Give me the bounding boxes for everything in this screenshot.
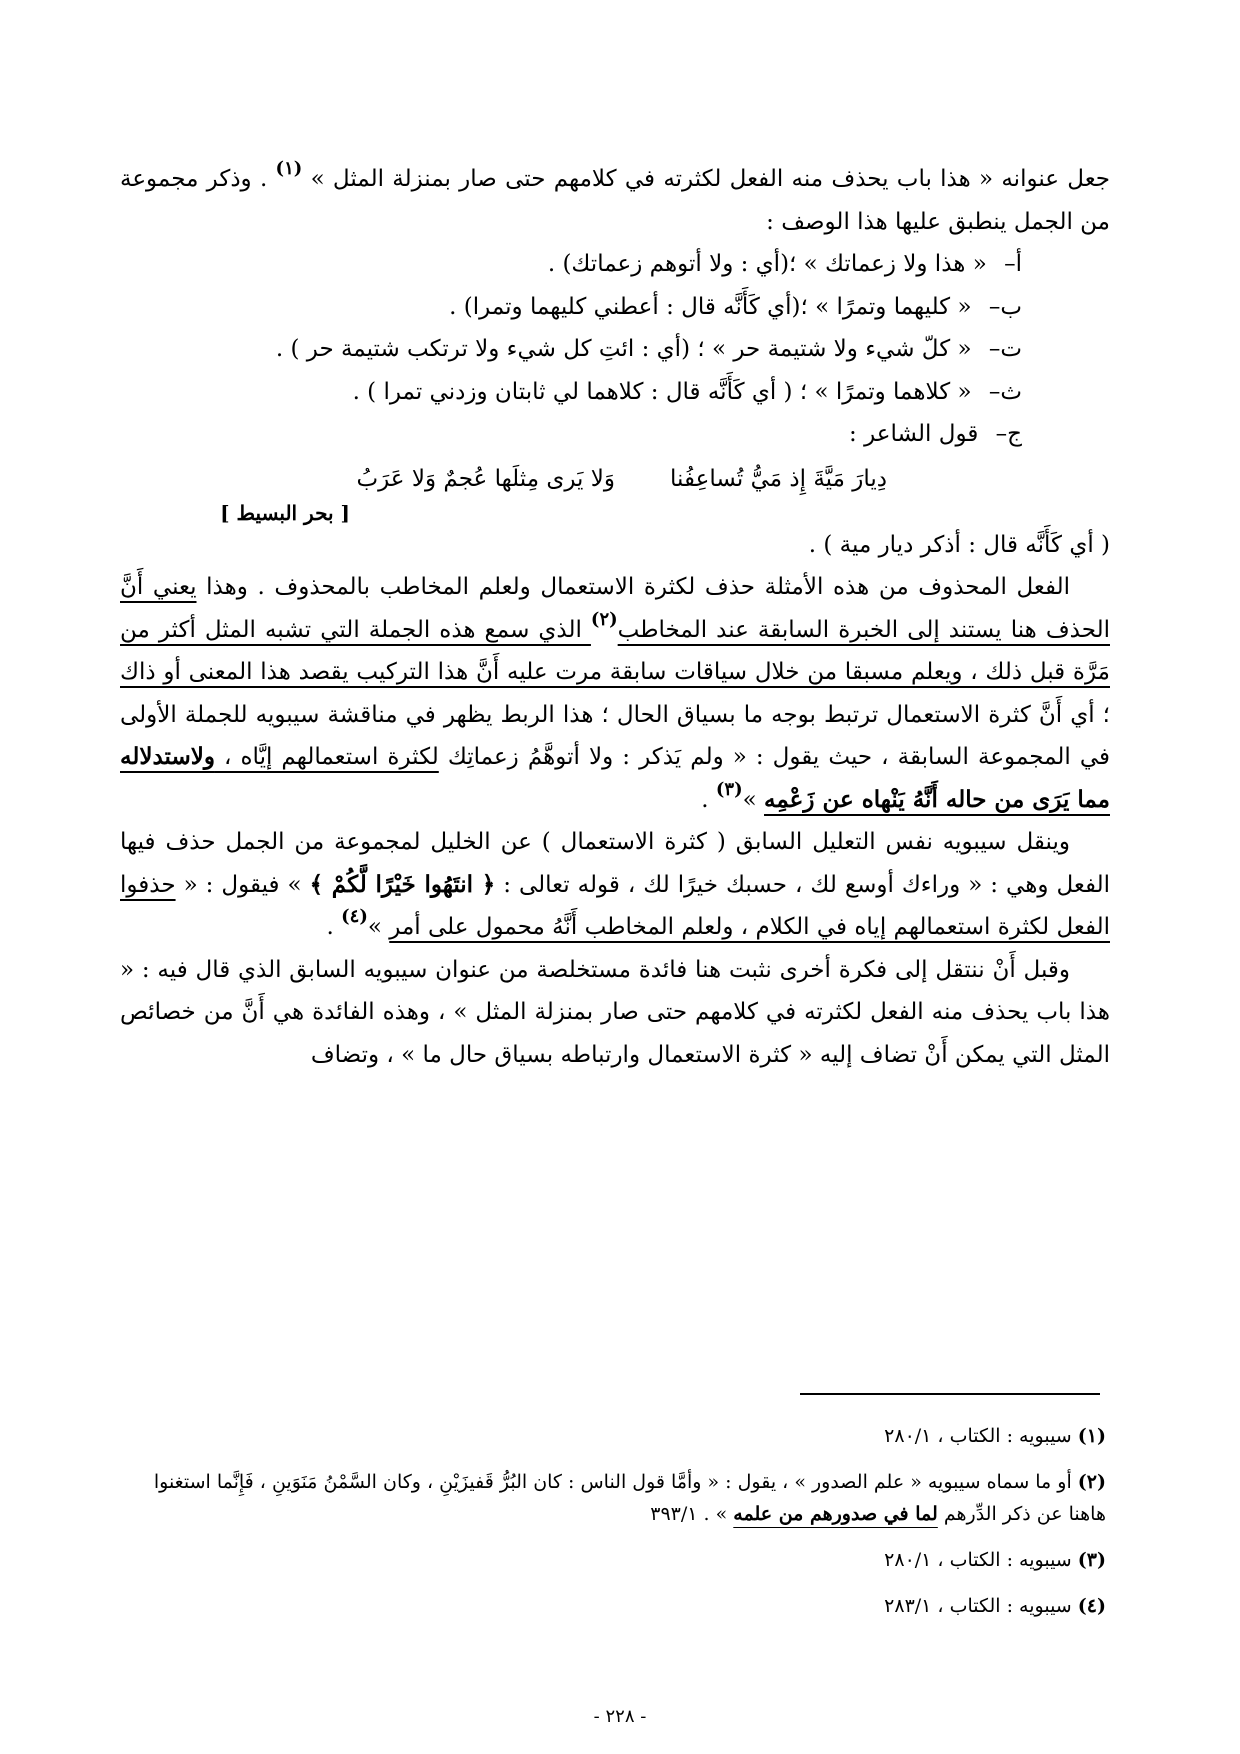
example-label: ث–: [988, 378, 1022, 405]
example-text: قول الشاعر :: [849, 421, 979, 447]
example-label: ب–: [988, 293, 1022, 320]
footnote-text: سيبويه : الكتاب ، ٢٨٠/١: [884, 1549, 1078, 1571]
footnote-ref-4[interactable]: (٤): [341, 906, 368, 927]
footnotes: [120, 1420, 1106, 1636]
intro-text: جعل عنوانه « هذا باب يحذف منه الفعل لكثرته في كلامهم حتى صار بمنزلة المثل »: [310, 166, 1111, 192]
example-label: ج–: [995, 421, 1022, 447]
footnote-ref-3[interactable]: (٣): [715, 778, 743, 800]
footnote-ref-1[interactable]: (١): [275, 158, 303, 179]
example-item: [120, 286, 1022, 329]
footnote-number: (٣): [1077, 1549, 1106, 1571]
footnote-item: [120, 1590, 1106, 1622]
example-text: « هذا ولا زعماتك » ؛(أي : ولا أتوهم زعماتك) .: [547, 251, 987, 277]
footnote-tail: » . ٣٩٣/١: [650, 1503, 734, 1525]
footnote-item: [120, 1544, 1106, 1576]
para2-text-b: » فيقول : «: [175, 871, 310, 898]
main-text: [120, 158, 1110, 1076]
footnote-ref-2[interactable]: (٢): [590, 608, 618, 630]
para2-underlined: حذفوا الفعل لكثرة استعمالهم إياه في الكلام ، ولعلم المخاطب أَنَّهُ محمول على أمر: [120, 871, 1110, 940]
example-text: « كلّ شيء ولا شتيمة حر » ؛ (أي : ائتِ كل شيء ولا ترتكب شتيمة حر ) .: [275, 336, 972, 362]
verse-first-hemistich: دِيارَ مَيَّةَ إِذ مَيُّ تُساعِفُنا: [670, 465, 887, 492]
para1-text-a: الفعل المحذوف من هذه الأمثلة حذف لكثرة الاستعمال ولعلم المخاطب بالمحذوف . وهذا: [196, 574, 1070, 600]
example-label: ت–: [988, 336, 1022, 362]
example-item: [120, 328, 1022, 371]
footnote-number: (١): [1077, 1425, 1106, 1447]
example-text: « كليهما وتمرًا » ؛(أي كَأَنَّه قال : أعطني كليهما وتمرا) .: [449, 293, 972, 320]
footnote-item: [120, 1420, 1106, 1452]
quran-verse: ﴿ انتَهُوا خَيْرًا لَّكُمْ ﴾: [309, 870, 496, 898]
footnote-separator: [800, 1393, 1100, 1395]
example-text: « كلاهما وتمرًا » ؛ ( أي كَأَنَّه قال : كلاهما لي ثابتان وزدني تمرا ) .: [352, 378, 972, 405]
body-paragraph-3: وقبل أَنْ ننتقل إلى فكرة أخرى نثبت هنا فائدة مستخلصة من عنوان سيبويه السابق الذي قال فيه : « هذا باب يحذف منه الفعل لكثرته في كلامهم حتى صار بمنزلة المثل » ، وهذه الفائدة هي أَنَّ من خصائص المثل التي يمكن أَنْ تضاف إليه « كثرة الاستعمال وارتباطه بسياق حال ما » ، وتضاف: [120, 956, 1110, 1068]
example-item: [120, 413, 1022, 456]
para1-bold-underlined: ولاستدلاله مما يَرَى من حاله أَنَّهُ يَنْهاه عن زَعْمِه: [120, 743, 1110, 813]
para1-quote-close: »: [742, 786, 765, 813]
footnote-number: (٢): [1077, 1471, 1106, 1493]
example-label: أ–: [1004, 251, 1022, 277]
page-number: - ٢٢٨ -: [593, 1706, 647, 1727]
example-item: [120, 371, 1022, 414]
para2-end: .: [326, 914, 342, 940]
intro-paragraph: [120, 158, 1110, 243]
example-item: [120, 243, 1022, 286]
verse-gloss: ( أي كَأَنَّه قال : أذكر ديار مية ) .: [808, 531, 1110, 558]
para1-underlined-b: الذي سمع هذه الجملة التي تشبه المثل أكثر من مَرَّة قبل ذلك ، ويعلم مسبقا من خلال سياقات سابقة مرت عليه أَنَّ هذا التركيب يقصد هذا المعنى أو ذاك: [120, 616, 1110, 685]
para1-text-b: ؛ أي أَنَّ كثرة الاستعمال ترتبط بوجه ما بسياق الحال ؛ هذا الربط يظهر في مناقشة سيبويه للجملة الأولى في المجموعة السابقة ، حيث يقول : « ولم يَذكر : ولا أتوهَّمُ زعماتِك: [120, 701, 1111, 770]
verse-meter-label: [ بحر البسيط ]: [220, 500, 350, 525]
footnote-item: [120, 1466, 1106, 1530]
footnote-text: سيبويه : الكتاب ، ٢٨٠/١: [884, 1425, 1078, 1447]
footnote-number: (٤): [1077, 1595, 1106, 1617]
para2-quote-close: »: [367, 914, 390, 940]
para2-text-a: وينقل سيبويه نفس التعليل السابق ( كثرة الاستعمال ) عن الخليل لمجموعة من الجمل حذف فيها الفعل وهي : « وراءك أوسع لك ، حسبك خيرًا لك ، قوله تعالى :: [120, 829, 1110, 898]
examples-list: [120, 243, 1022, 456]
poetry-verse: [120, 456, 1110, 524]
footnote-text: أو ما سماه سيبويه « علم الصدور » ، يقول : « وأمَّا قول الناس : كان البُرُّ قَفيزَيْنِ ، وكان السَّمْنُ مَنَوَينِ ، فَإِنَّما استغنوا هاهنا عن ذكر الدِّرهم: [153, 1471, 1106, 1525]
footnote-text: سيبويه : الكتاب ، ٢٨٣/١: [884, 1595, 1078, 1617]
intro-text-continued: . وذكر مجموعة من الجمل ينطبق عليها هذا الوصف :: [120, 166, 1110, 235]
footnote-emphasis: لما في صدورهم من علمه: [733, 1503, 938, 1525]
para1-underlined-a: يعني أَنَّ الحذف هنا يستند إلى الخبرة السابقة عند المخاطب: [120, 574, 1110, 643]
verse-second-hemistich: وَلا يَرى مِثلَها عُجمٌ وَلا عَرَبُ: [356, 465, 615, 492]
body-paragraph-1: [120, 566, 1110, 821]
body-paragraph-2: [120, 821, 1110, 949]
para1-end: .: [701, 786, 716, 813]
para1-underlined-c: لكثرة استعمالهم إيَّاه ،: [214, 744, 439, 770]
